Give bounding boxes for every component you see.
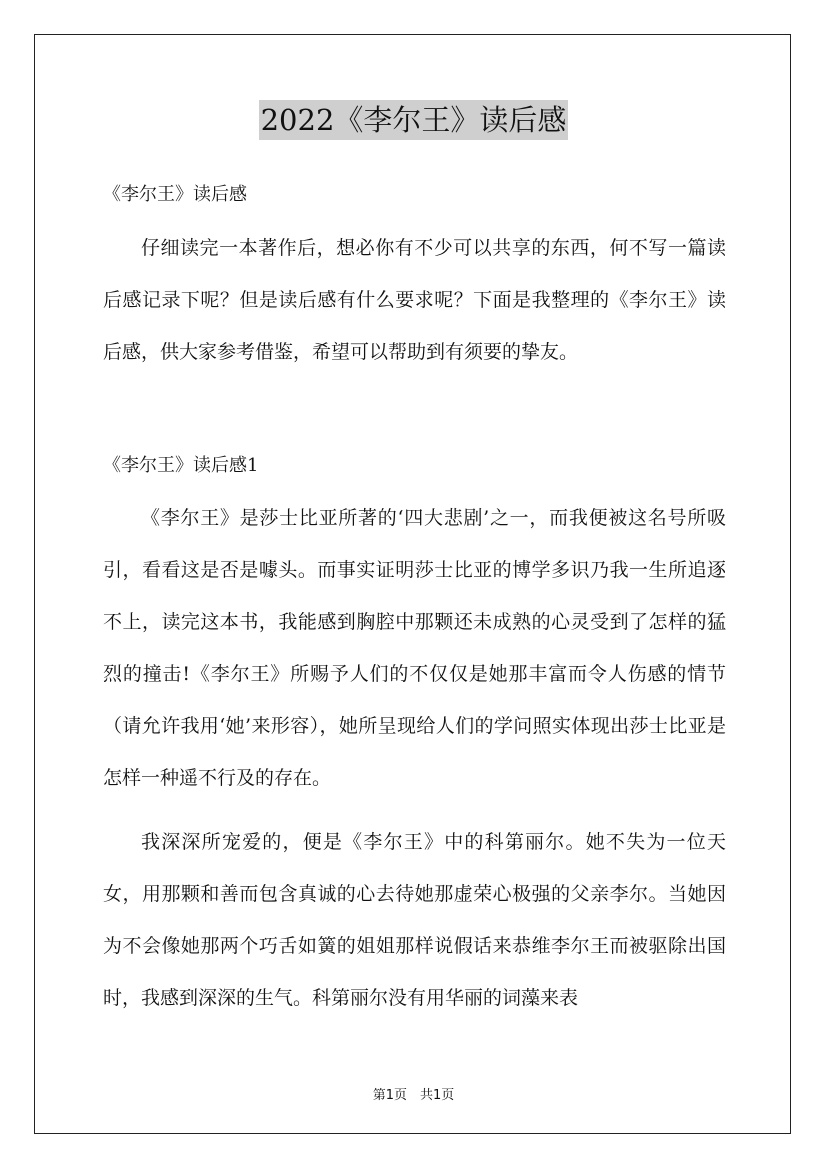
intro-paragraph: 仔细读完一本著作后，想必你有不少可以共享的东西，何不写一篇读后感记录下呢？但是读后感有什么要求呢？下面是我整理的《李尔王》读后感，供大家参考借鉴，希望可以帮助到有须要的挚友。 <box>103 237 726 363</box>
subhead-intro: 《李尔王》读后感 <box>103 184 247 205</box>
document-title: 2022《李尔王》读后感 <box>259 100 569 140</box>
subhead-1: 《李尔王》读后感1 <box>103 455 259 476</box>
paragraph-1: 《李尔王》是莎士比亚所著的‘四大悲剧’之一，而我便被这名号所吸引，看看这是否是噱头。而事实证明莎士比亚的博学多识乃我一生所追逐不上，读完这本书，我能感到胸腔中那颗还未成熟的心灵受到了怎样的猛烈的撞击!《李尔王》所赐予人们的不仅仅是她那丰富而令人伤感的情节（请允许我用‘她’来形容），她所呈现给人们的学问照实体现出莎士比亚是怎样一种遥不行及的存在。 <box>103 507 726 789</box>
page-footer: 第1页 共1页 <box>372 1088 455 1103</box>
paragraph-2: 我深深所宠爱的，便是《李尔王》中的科第丽尔。她不失为一位天女，用那颗和善而包含真诚的心去待她那虚荣心极强的父亲李尔。当她因为不会像她那两个巧舌如簧的姐姐那样说假话来恭维李尔王而被驱除出国时，我感到深深的生气。科第丽尔没有用华丽的词藻来表 <box>103 831 726 1009</box>
document-title-wrap <box>0 100 827 140</box>
